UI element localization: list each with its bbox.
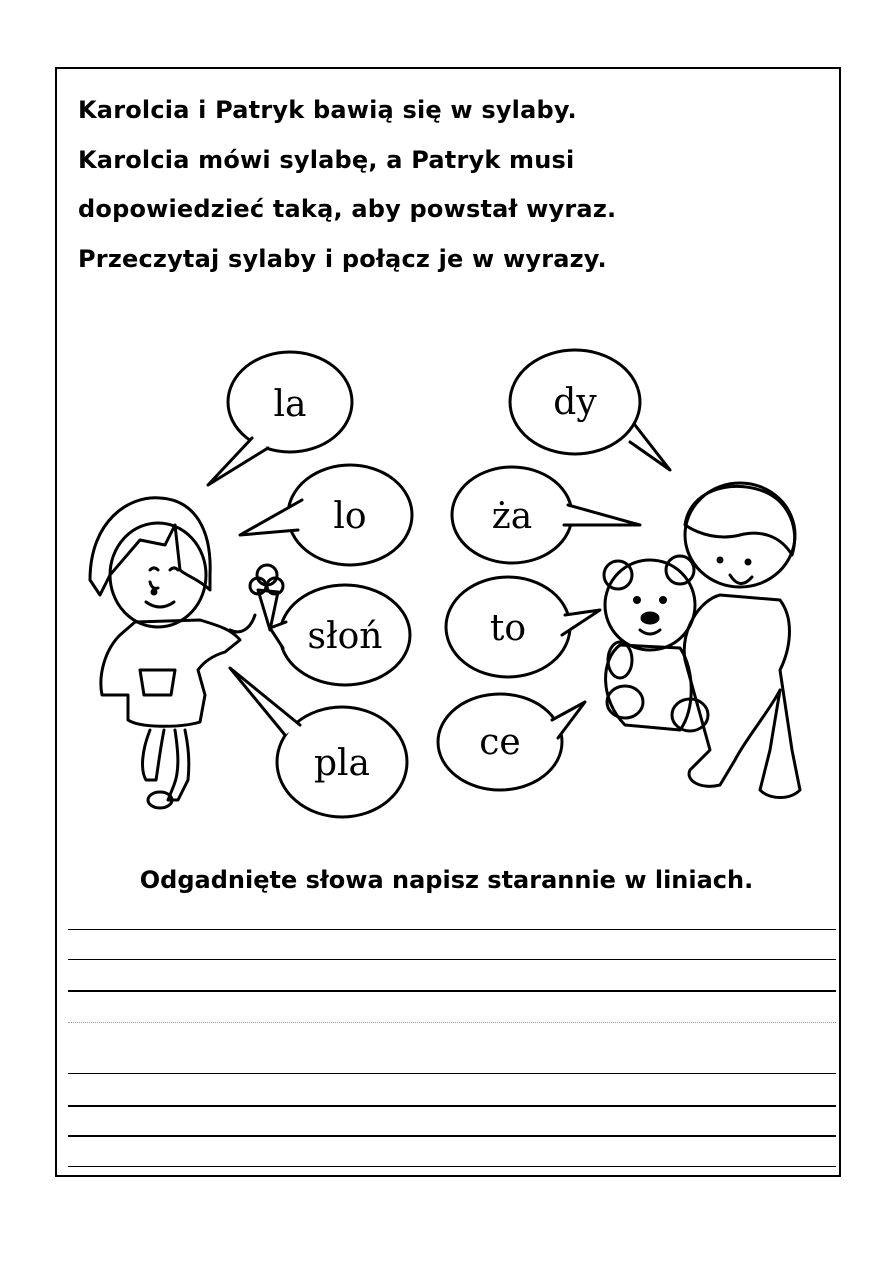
writing-instruction: Odgadnięte słowa napisz starannie w liniach.: [139, 866, 754, 894]
writing-line: [68, 959, 836, 960]
writing-line: [68, 929, 836, 930]
instruction-line-2: Karolcia mówi sylabę, a Patryk musi: [78, 145, 575, 174]
syllable-lo: lo: [333, 496, 367, 537]
illustration: [80, 330, 820, 850]
syllable-dy: dy: [553, 382, 597, 423]
writing-line: [68, 990, 836, 992]
writing-line: [68, 1135, 836, 1137]
syllable-la: la: [273, 384, 307, 425]
bubble-za: [452, 467, 640, 563]
syllable-za: ża: [491, 496, 533, 537]
instruction-line-4: Przeczytaj sylaby i połącz je w wyrazy.: [78, 244, 607, 273]
syllable-pla: pla: [313, 743, 371, 784]
instruction-line-1: Karolcia i Patryk bawią się w sylaby.: [78, 96, 577, 124]
writing-line: [68, 1073, 836, 1074]
syllable-slon: słoń: [307, 616, 383, 657]
syllable-ce: ce: [479, 722, 521, 763]
boy-figure: [604, 483, 800, 798]
writing-lines[interactable]: [68, 925, 836, 1175]
instructions: [78, 86, 778, 284]
girl-figure: [90, 498, 283, 808]
writing-line: [68, 1105, 836, 1107]
writing-line: [68, 1166, 836, 1167]
bubble-lo: [240, 465, 412, 565]
syllable-to: to: [489, 608, 527, 649]
instruction-line-3: dopowiedzieć taką, aby powstał wyraz.: [78, 195, 617, 223]
writing-line: [68, 1022, 836, 1023]
